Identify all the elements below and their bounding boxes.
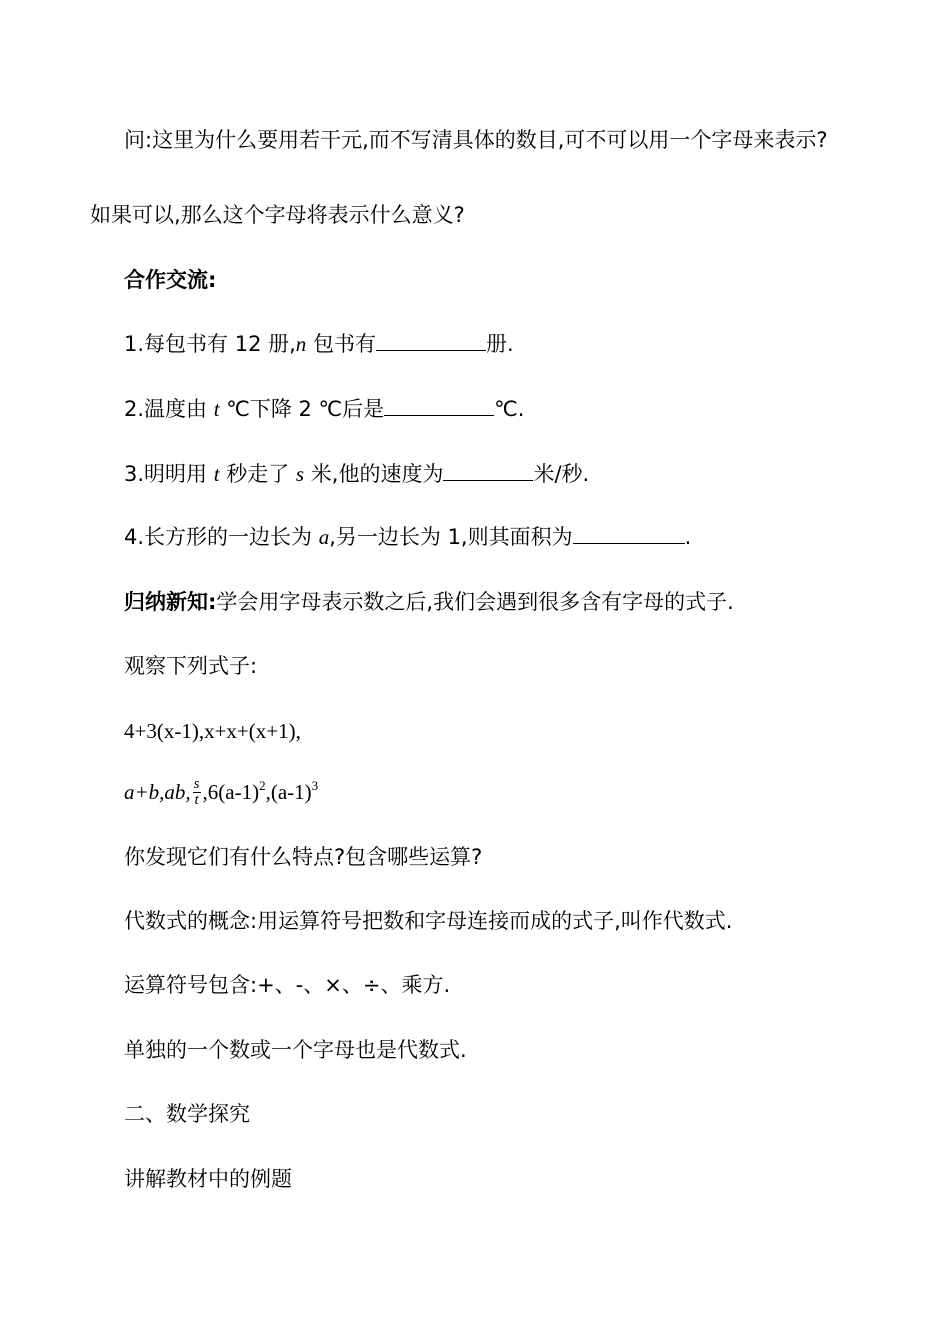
answer-blank-4[interactable] — [573, 525, 685, 544]
summary-label: 归纳新知: — [124, 590, 217, 614]
observe-prompt: 观察下列式子: — [124, 654, 258, 678]
summary — [124, 588, 734, 616]
answer-blank-2[interactable] — [384, 397, 494, 416]
exercise-1: 1.每包书有 12 册,n 包书有 册. — [124, 332, 514, 356]
expression-line-1: 4+3(x-1),x+x+(x+1), — [124, 719, 301, 743]
exercise-2: 2.温度由 t ℃下降 2 ℃后是 ℃. — [124, 397, 525, 421]
section-heading-2: 二、数学探究 — [124, 1102, 250, 1126]
answer-blank-1[interactable] — [376, 332, 486, 351]
question-line-2: 如果可以,那么这个字母将表示什么意义? — [90, 203, 465, 227]
operators-list: 运算符号包含:+、-、×、÷、乘方. — [124, 973, 451, 997]
discover-question: 你发现它们有什么特点?包含哪些运算? — [124, 845, 483, 869]
exercise-4: 4.长方形的一边长为 a,另一边长为 1,则其面积为 . — [124, 525, 692, 549]
exercise-3: 3.明明用 t 秒走了 s 米,他的速度为 米/秒. — [124, 462, 590, 486]
fraction-s-over-t: $\frac{s}{t}$ — [193, 775, 200, 808]
expression-line-2: a+b,ab, $\frac{s}{t}$ $,6(a-1)^2,(a-1)^3$ — [124, 775, 319, 808]
single-note: 单独的一个数或一个字母也是代数式. — [124, 1038, 467, 1062]
question-line-1: 问:这里为什么要用若干元,而不写清具体的数目,可不可以用一个字母来表示? — [124, 128, 828, 152]
example-note: 讲解教材中的例题 — [124, 1167, 292, 1191]
concept-definition: 代数式的概念:用运算符号把数和字母连接而成的式子,叫作代数式. — [124, 909, 733, 933]
summary-text: 学会用字母表示数之后,我们会遇到很多含有字母的式子. — [216, 590, 734, 614]
cooperate-heading: 合作交流: — [124, 268, 217, 292]
answer-blank-3[interactable] — [443, 462, 533, 481]
